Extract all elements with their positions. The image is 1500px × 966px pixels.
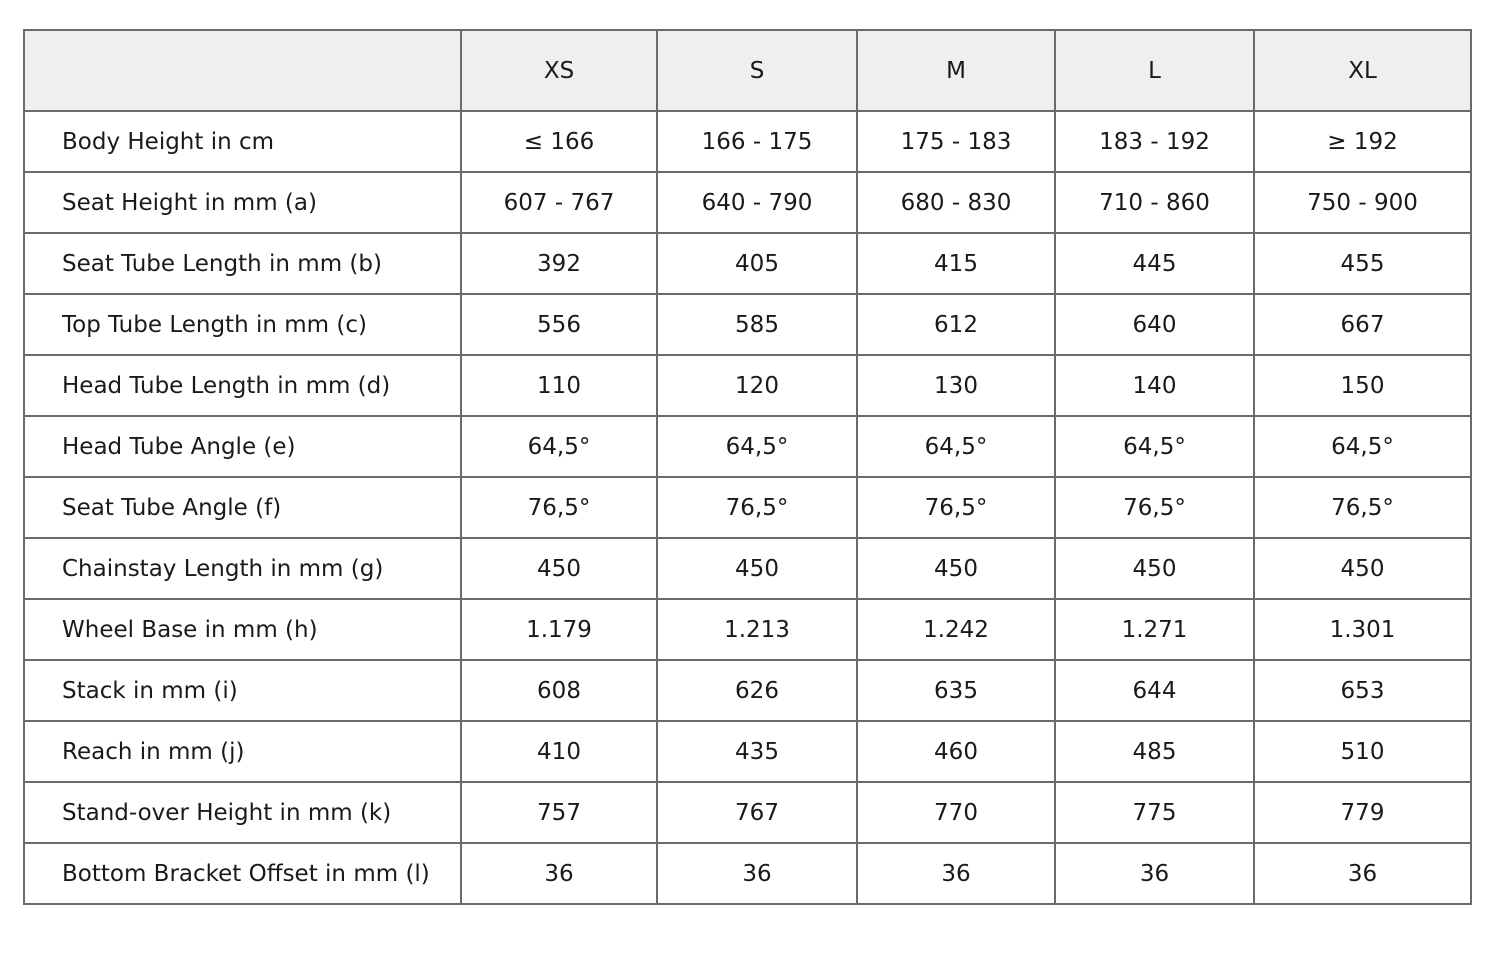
table-header [24,30,1471,111]
table-row [24,538,1471,599]
value-cell: 585 [657,294,857,355]
value-cell: 1.301 [1254,599,1471,660]
row-label: Stand-over Height in mm (k) [24,782,461,843]
value-cell: 1.179 [461,599,657,660]
value-cell: 640 - 790 [657,172,857,233]
header-row [24,30,1471,111]
size-header-s: S [657,30,857,111]
value-cell: 450 [1254,538,1471,599]
row-label: Head Tube Length in mm (d) [24,355,461,416]
value-cell: 120 [657,355,857,416]
value-cell: 140 [1055,355,1254,416]
table-row [24,294,1471,355]
value-cell: 644 [1055,660,1254,721]
value-cell: 710 - 860 [1055,172,1254,233]
value-cell: 1.271 [1055,599,1254,660]
value-cell: 76,5° [657,477,857,538]
value-cell: 667 [1254,294,1471,355]
value-cell: 485 [1055,721,1254,782]
table-row [24,111,1471,172]
table-body [24,111,1471,904]
value-cell: 175 - 183 [857,111,1055,172]
value-cell: 392 [461,233,657,294]
table-row [24,599,1471,660]
value-cell: 110 [461,355,657,416]
row-label: Seat Tube Length in mm (b) [24,233,461,294]
value-cell: 415 [857,233,1055,294]
header-corner-cell [24,30,461,111]
value-cell: 680 - 830 [857,172,1055,233]
value-cell: 64,5° [1254,416,1471,477]
value-cell: 450 [857,538,1055,599]
value-cell: 640 [1055,294,1254,355]
value-cell: 36 [1254,843,1471,904]
value-cell: 510 [1254,721,1471,782]
table-row [24,660,1471,721]
row-label: Stack in mm (i) [24,660,461,721]
value-cell: 455 [1254,233,1471,294]
value-cell: 779 [1254,782,1471,843]
value-cell: 130 [857,355,1055,416]
value-cell: 76,5° [461,477,657,538]
size-header-xl: XL [1254,30,1471,111]
table-row [24,782,1471,843]
table-row [24,721,1471,782]
value-cell: 750 - 900 [1254,172,1471,233]
row-label: Seat Tube Angle (f) [24,477,461,538]
value-cell: 36 [1055,843,1254,904]
table-row [24,416,1471,477]
value-cell: 626 [657,660,857,721]
row-label: Bottom Bracket Offset in mm (l) [24,843,461,904]
table-row [24,233,1471,294]
value-cell: 76,5° [857,477,1055,538]
row-label: Top Tube Length in mm (c) [24,294,461,355]
value-cell: 76,5° [1254,477,1471,538]
size-header-m: M [857,30,1055,111]
value-cell: 166 - 175 [657,111,857,172]
value-cell: 450 [1055,538,1254,599]
table-row [24,355,1471,416]
geometry-table [23,29,1472,905]
value-cell: 183 - 192 [1055,111,1254,172]
value-cell: 36 [461,843,657,904]
value-cell: 150 [1254,355,1471,416]
value-cell: 607 - 767 [461,172,657,233]
value-cell: 410 [461,721,657,782]
row-label: Body Height in cm [24,111,461,172]
value-cell: 36 [657,843,857,904]
value-cell: 450 [657,538,857,599]
value-cell: 635 [857,660,1055,721]
value-cell: 767 [657,782,857,843]
value-cell: 770 [857,782,1055,843]
value-cell: 1.213 [657,599,857,660]
value-cell: ≥ 192 [1254,111,1471,172]
value-cell: 608 [461,660,657,721]
value-cell: 405 [657,233,857,294]
value-cell: 460 [857,721,1055,782]
value-cell: 76,5° [1055,477,1254,538]
row-label: Chainstay Length in mm (g) [24,538,461,599]
value-cell: 435 [657,721,857,782]
table-row [24,477,1471,538]
value-cell: 64,5° [657,416,857,477]
table-row [24,843,1471,904]
value-cell: 64,5° [857,416,1055,477]
value-cell: ≤ 166 [461,111,657,172]
size-header-xs: XS [461,30,657,111]
table-row [24,172,1471,233]
value-cell: 775 [1055,782,1254,843]
value-cell: 757 [461,782,657,843]
value-cell: 36 [857,843,1055,904]
row-label: Wheel Base in mm (h) [24,599,461,660]
value-cell: 450 [461,538,657,599]
value-cell: 64,5° [1055,416,1254,477]
value-cell: 64,5° [461,416,657,477]
row-label: Reach in mm (j) [24,721,461,782]
value-cell: 653 [1254,660,1471,721]
size-header-l: L [1055,30,1254,111]
row-label: Seat Height in mm (a) [24,172,461,233]
value-cell: 612 [857,294,1055,355]
value-cell: 1.242 [857,599,1055,660]
value-cell: 445 [1055,233,1254,294]
value-cell: 556 [461,294,657,355]
row-label: Head Tube Angle (e) [24,416,461,477]
